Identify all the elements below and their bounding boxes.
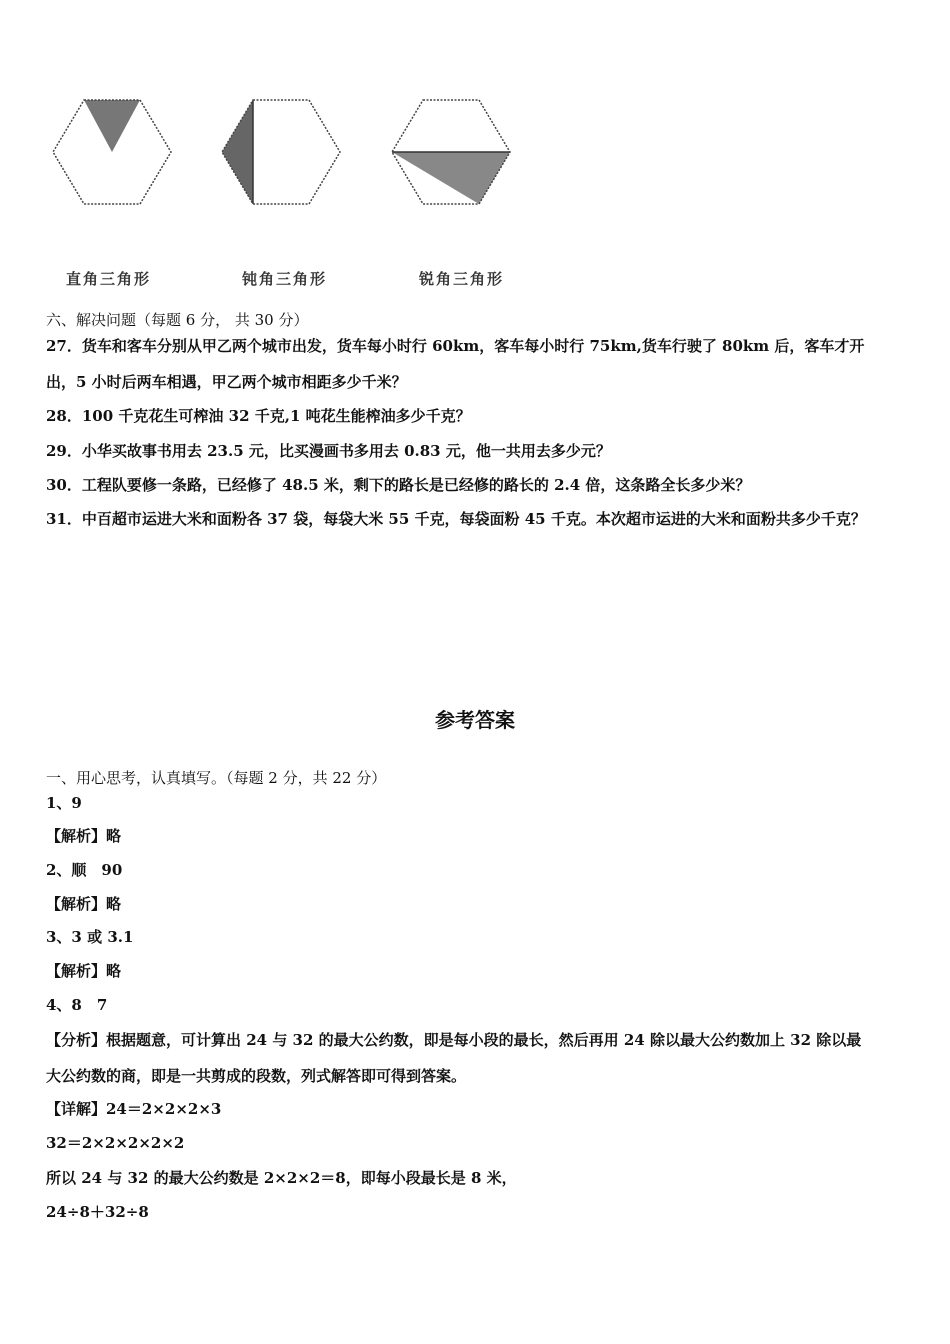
- acute-triangle-shaded: [392, 152, 510, 204]
- answer-4: 4、8 7: [46, 996, 108, 1014]
- question-28: 28．100 千克花生可榨油 32 千克,1 吨花生能榨油多少千克？: [46, 407, 471, 425]
- answers-section-1-heading: 一、用心思考，认真填写。（每题 2 分，共 22 分）: [46, 769, 387, 787]
- caption-acute-triangle: 锐角三角形: [419, 270, 505, 288]
- question-30: 30．工程队要修一条路，已经修了 48.5 米，剩下的路长是已经修的路长的 2.4 倍，这条路全长多少米？: [46, 476, 751, 494]
- question-27-line1: 27．货车和客车分别从甲乙两个城市出发，货车每小时行 60km，客车每小时行 75km,货车行驶了 80km 后，客车才开: [46, 337, 865, 355]
- question-27-line2: 出，5 小时后两车相遇，甲乙两个城市相距多少千米？: [46, 373, 407, 391]
- answer-4-detail-1: 【详解】24＝2×2×2×3: [46, 1100, 222, 1118]
- answer-4-detail-3: 所以 24 与 32 的最大公约数是 2×2×2＝8，即每小段最长是 8 米，: [46, 1169, 517, 1187]
- answer-4-detail-4: 24÷8＋32÷8: [46, 1203, 149, 1221]
- answer-2-analysis: 【解析】略: [46, 895, 122, 913]
- section-6-heading: 六、解决问题（每题 6 分， 共 30 分）: [46, 311, 309, 329]
- question-31: 31．中百超市运进大米和面粉各 37 袋，每袋大米 55 千克，每袋面粉 45 千克。本次超市运进的大米和面粉共多少千克？: [46, 510, 866, 528]
- answer-1: 1、9: [46, 794, 82, 812]
- answer-1-analysis: 【解析】略: [46, 827, 122, 845]
- answers-title: 参考答案: [435, 708, 515, 732]
- caption-right-triangle: 直角三角形: [66, 270, 152, 288]
- question-29: 29．小华买故事书用去 23.5 元，比买漫画书多用去 0.83 元，他一共用去多少元？: [46, 442, 611, 460]
- right-triangle-shaded: [84, 100, 140, 152]
- hexagon-figure-obtuse: [219, 96, 345, 208]
- hexagon-figure-acute: [389, 96, 515, 208]
- answer-3-analysis: 【解析】略: [46, 962, 122, 980]
- answer-3: 3、3 或 3.1: [46, 928, 134, 946]
- answer-4-detail-2: 32＝2×2×2×2×2: [46, 1134, 185, 1152]
- caption-obtuse-triangle: 钝角三角形: [242, 270, 328, 288]
- answer-4-analysis-line2: 大公约数的商，即是一共剪成的段数，列式解答即可得到答案。: [46, 1067, 467, 1085]
- hexagon-figure-right: [50, 96, 176, 208]
- answer-2: 2、顺 90: [46, 861, 123, 879]
- obtuse-triangle-shaded: [222, 100, 253, 204]
- answer-4-analysis-line1: 【分析】根据题意，可计算出 24 与 32 的最大公约数，即是每小段的最长，然后再用 24 除以最大公约数加上 32 除以最: [46, 1031, 862, 1049]
